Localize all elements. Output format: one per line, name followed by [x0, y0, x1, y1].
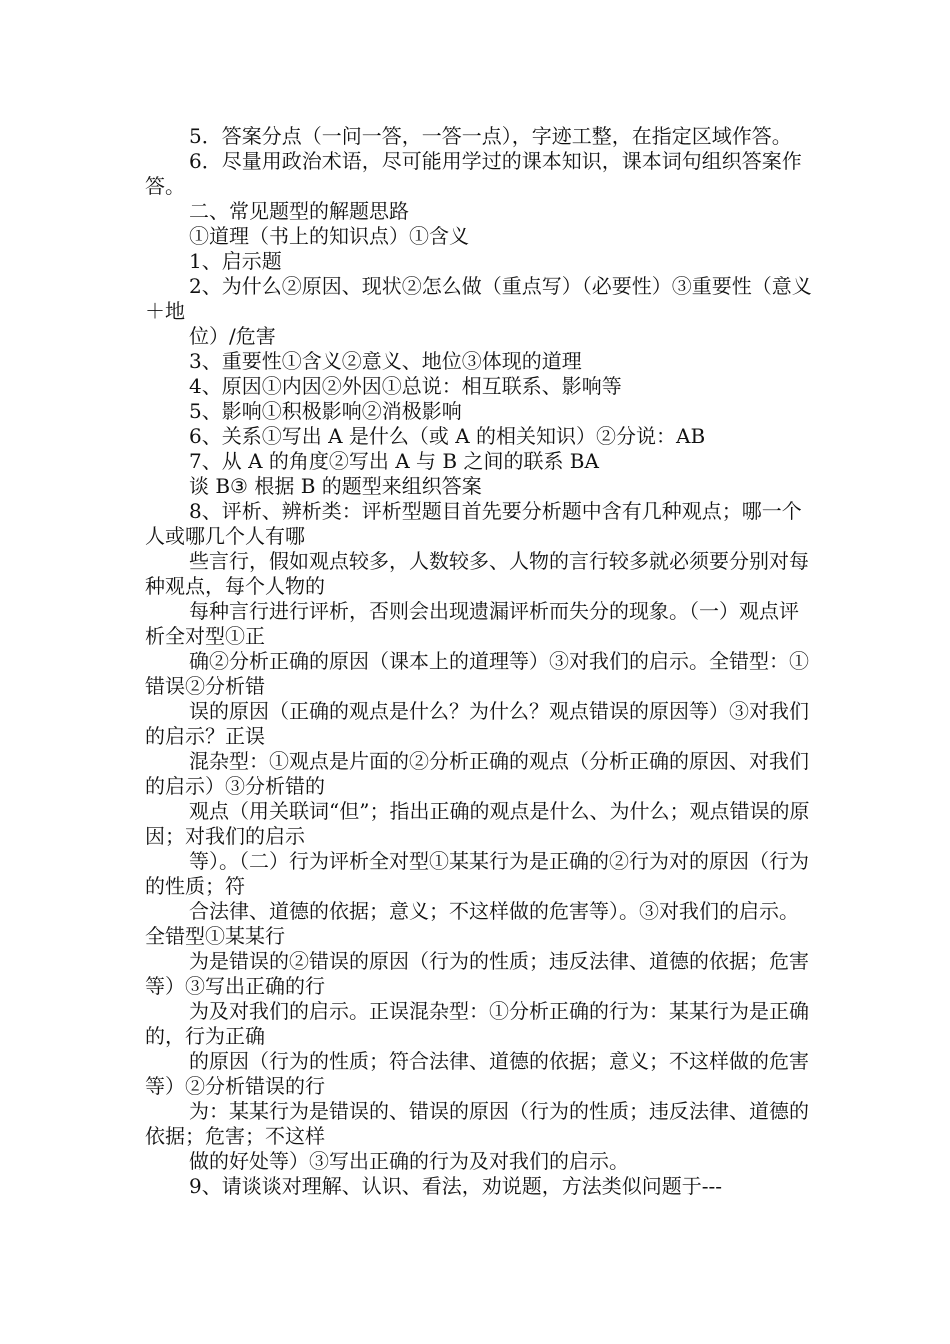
paragraph-18: 误的原因（正确的观点是什么？为什么？观点错误的原因等）③对我们的启示？正误: [145, 699, 809, 748]
paragraph-20: 观点（用关联词“但”；指出正确的观点是什么、为什么；观点错误的原因；对我们的启示: [145, 799, 810, 848]
paragraph-1: 5．答案分点（一问一答，一答一点），字迹工整，在指定区域作答。: [189, 124, 792, 148]
paragraph-10: 5、影响①积极影响②消极影响: [189, 399, 462, 423]
paragraph-14: 8、评析、辨析类：评析型题目首先要分析题中含有几种观点；哪一个人或哪几个人有哪: [145, 499, 802, 548]
paragraph-26: 为：某某行为是错误的、错误的原因（行为的性质；违反法律、道德的依据；危害；不这样: [145, 1099, 809, 1148]
paragraph-16: 每种言行进行评析，否则会出现遗漏评析而失分的现象。（一）观点评析全对型①正: [145, 599, 799, 648]
paragraph-21: 等）。（二）行为评析全对型①某某行为是正确的②行为对的原因（行为的性质；符: [145, 849, 809, 898]
paragraph-12: 7、从 A 的角度②写出 A 与 B 之间的联系 BA: [189, 449, 599, 473]
paragraph-5: 1、启示题: [189, 249, 282, 273]
paragraph-23: 为是错误的②错误的原因（行为的性质；违反法律、道德的依据；危害等）③写出正确的行: [145, 949, 809, 998]
paragraph-25: 的原因（行为的性质；符合法律、道德的依据；意义；不这样做的危害等）②分析错误的行: [145, 1049, 809, 1098]
paragraph-15: 些言行，假如观点较多，人数较多、人物的言行较多就必须要分别对每种观点，每个人物的: [145, 549, 809, 598]
paragraph-13: 谈 B③ 根据 B 的题型来组织答案: [189, 474, 482, 498]
paragraph-9: 4、原因①内因②外因①总说：相互联系、影响等: [189, 374, 622, 398]
paragraph-6: 2、为什么②原因、现状②怎么做（重点写）（必要性）③重要性（意义＋地: [145, 274, 812, 323]
paragraph-2: 6．尽量用政治术语，尽可能用学过的课本知识，课本词句组织答案作答。: [145, 149, 802, 198]
paragraph-8: 3、重要性①含义②意义、地位③体现的道理: [189, 349, 582, 373]
paragraph-19: 混杂型：①观点是片面的②分析正确的观点（分析正确的原因、对我们的启示）③分析错的: [145, 749, 809, 798]
section-heading: 二、常见题型的解题思路: [189, 199, 409, 223]
paragraph-7: 位）/危害: [189, 324, 276, 348]
paragraph-11: 6、关系①写出 A 是什么（或 A 的相关知识）②分说：AB: [189, 424, 706, 448]
paragraph-4: ①道理（书上的知识点）①含义: [189, 224, 469, 248]
document-body: [145, 124, 817, 1199]
paragraph-24: 为及对我们的启示。正误混杂型：①分析正确的行为：某某行为是正确的，行为正确: [145, 999, 809, 1048]
paragraph-28: 9、请谈谈对理解、认识、看法，劝说题，方法类似问题于---: [189, 1174, 722, 1198]
paragraph-17: 确②分析正确的原因（课本上的道理等）③对我们的启示。全错型：①错误②分析错: [145, 649, 809, 698]
paragraph-22: 合法律、道德的依据；意义；不这样做的危害等）。③对我们的启示。全错型①某某行: [145, 899, 799, 948]
paragraph-27: 做的好处等）③写出正确的行为及对我们的启示。: [189, 1149, 629, 1173]
